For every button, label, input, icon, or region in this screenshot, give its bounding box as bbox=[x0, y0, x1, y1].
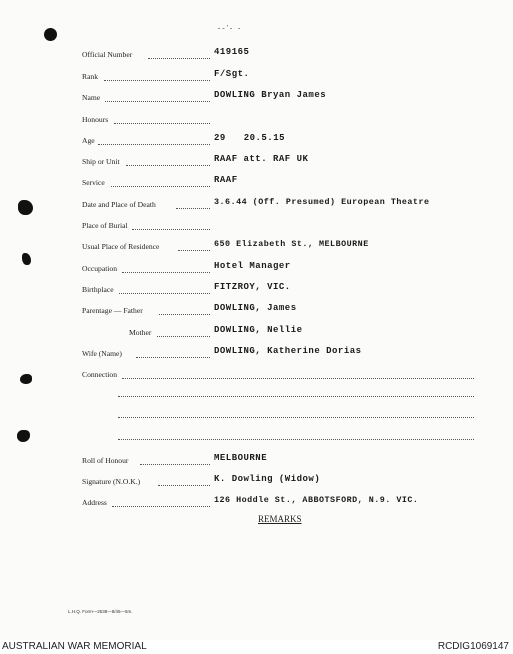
field-name bbox=[0, 90, 513, 104]
punch-hole-low2 bbox=[17, 430, 30, 442]
field-label: Mother bbox=[129, 328, 152, 337]
field-value: 126 Hoddle St., ABBOTSFORD, N.9. VIC. bbox=[214, 495, 419, 505]
field-birthplace bbox=[0, 282, 513, 296]
field-value: 419165 bbox=[214, 47, 250, 57]
field-value: Hotel Manager bbox=[214, 261, 291, 271]
field-value: DOWLING, Katherine Dorias bbox=[214, 346, 362, 356]
field-official-number bbox=[0, 47, 513, 61]
field-value: FITZROY, VIC. bbox=[214, 282, 291, 292]
field-value: DOWLING Bryan James bbox=[214, 90, 327, 100]
field-label: Occupation bbox=[82, 264, 118, 273]
archive-footer bbox=[0, 640, 513, 654]
field-wife bbox=[0, 346, 513, 360]
field-label: Rank bbox=[82, 72, 99, 81]
header-mark: --'- - bbox=[218, 24, 243, 32]
field-connection bbox=[0, 367, 513, 381]
field-label: Connection bbox=[82, 370, 118, 379]
field-label: Date and Place of Death bbox=[82, 200, 156, 209]
field-roll-of-honour bbox=[0, 453, 513, 467]
field-value: RAAF bbox=[214, 175, 238, 185]
field-rank bbox=[0, 69, 513, 83]
field-value: F/Sgt. bbox=[214, 69, 250, 79]
field-label: Service bbox=[82, 178, 105, 187]
field-value: DOWLING, Nellie bbox=[214, 325, 303, 335]
field-label: Ship or Unit bbox=[82, 157, 120, 166]
field-signature-nok bbox=[0, 474, 513, 488]
field-value: 650 Elizabeth St., MELBOURNE bbox=[214, 239, 369, 249]
field-label: Address bbox=[82, 498, 107, 507]
remarks-heading: REMARKS bbox=[258, 514, 302, 524]
field-label: Name bbox=[82, 93, 101, 102]
field-ship-or-unit bbox=[0, 154, 513, 168]
field-parentage-father bbox=[0, 303, 513, 317]
field-value: MELBOURNE bbox=[214, 453, 268, 463]
field-label: Roll of Honour bbox=[82, 456, 129, 465]
field-label: Usual Place of Residence bbox=[82, 242, 160, 251]
field-label: Signature (N.O.K.) bbox=[82, 477, 141, 486]
field-place-burial bbox=[0, 218, 513, 232]
field-value: 3.6.44 (Off. Presumed) European Theatre bbox=[214, 197, 430, 207]
archive-reference: RCDIG1069147 bbox=[437, 641, 509, 652]
field-label: Wife (Name) bbox=[82, 349, 122, 358]
field-address bbox=[0, 495, 513, 509]
punch-hole-top bbox=[44, 28, 57, 41]
field-date-place-death bbox=[0, 197, 513, 211]
connection-line-4 bbox=[118, 439, 474, 440]
field-label: Honours bbox=[82, 115, 109, 124]
field-residence bbox=[0, 239, 513, 253]
field-service bbox=[0, 175, 513, 189]
field-label: Age bbox=[82, 136, 95, 145]
field-value: DOWLING, James bbox=[214, 303, 297, 313]
form-print-code: L.H.Q. Form—2538—8/45—5m. bbox=[68, 609, 133, 614]
field-value: K. Dowling (Widow) bbox=[214, 474, 321, 484]
field-label: Place of Burial bbox=[82, 221, 128, 230]
field-value: RAAF att. RAF UK bbox=[214, 154, 309, 164]
field-label: Parentage — Father bbox=[82, 306, 143, 315]
field-label: Official Number bbox=[82, 50, 133, 59]
field-value: 29 20.5.15 bbox=[214, 133, 286, 143]
field-honours bbox=[0, 112, 513, 126]
field-age bbox=[0, 133, 513, 147]
connection-line-3 bbox=[118, 417, 474, 418]
connection-line-2 bbox=[118, 396, 474, 397]
field-occupation bbox=[0, 261, 513, 275]
field-label: Birthplace bbox=[82, 285, 114, 294]
archive-name: AUSTRALIAN WAR MEMORIAL bbox=[2, 641, 147, 652]
field-parentage-mother bbox=[0, 325, 513, 339]
